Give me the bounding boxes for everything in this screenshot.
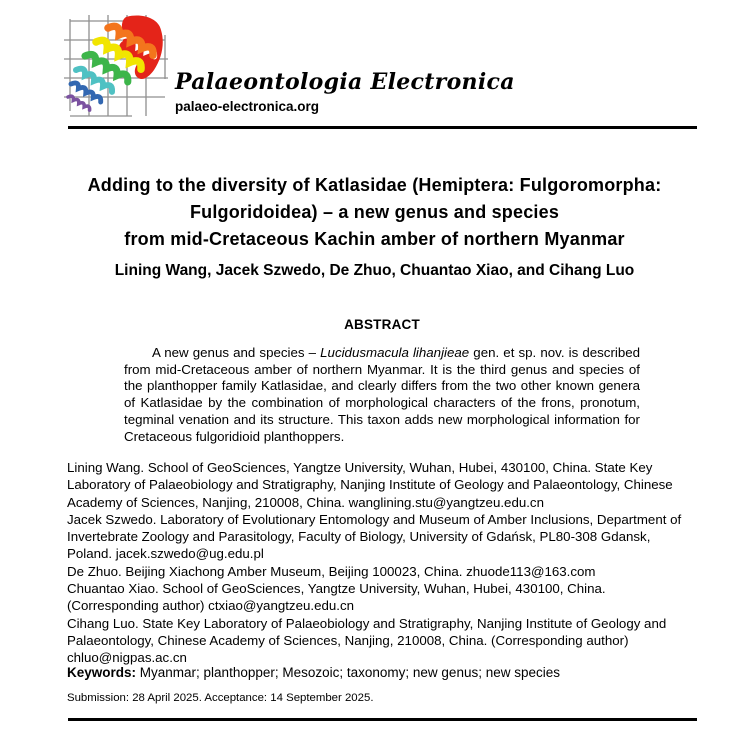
affiliation-entry: Cihang Luo. State Key Laboratory of Palaeobiology and Stratigraphy, Nanjing Institute of Geology and Palaeontology, Chinese Academy of Sciences, Nanjing, 210008, China. (Corresponding author) chluo@nigpas.ac.cn xyxy=(67,615,667,666)
header-rule xyxy=(68,126,697,129)
abstract-lead: A new genus and species – xyxy=(152,345,321,360)
affiliation-entry: Jacek Szwedo. Laboratory of Evolutionary Entomology and Museum of Amber Inclusions, Department of Invertebrate Zoology and Parasitology, Faculty of Biology, University of Gdańsk, PL80-308 Gdansk, Poland. jacek.szwedo@ug.edu.pl xyxy=(67,511,682,562)
logo-purple-wave xyxy=(68,92,91,113)
journal-name: Palaeontologia Electronica xyxy=(175,69,515,95)
affiliations-block xyxy=(67,459,697,667)
taxon-name: Lucidusmacula lihanjieae xyxy=(320,345,470,360)
journal-logo-icon xyxy=(62,13,168,119)
authors-line: Lining Wang, Jacek Szwedo, De Zhuo, Chuantao Xiao, and Cihang Luo xyxy=(114,262,635,279)
abstract-rest: gen. et sp. nov. is described from mid-Cretaceous amber of northern Myanmar. It is the third genus and species of the planthopper family Katlasidae, and clearly differs from the two other known genera of Katlasidae by the combination of morphological characters of the frons, pronotum, tegminal venation and its structure. This taxon adds new morphological information for Cretaceous fulgoridioid planthoppers. xyxy=(124,345,641,444)
footer-rule xyxy=(68,718,697,721)
title-line-1: Adding to the diversity of Katlasidae (Hemiptera: Fulgoromorpha: xyxy=(87,175,662,195)
title-line-3: from mid-Cretaceous Kachin amber of northern Myanmar xyxy=(124,229,625,249)
title-line-2: Fulgoridoidea) – a new genus and species xyxy=(189,202,560,222)
article-title xyxy=(60,172,689,253)
keywords-line xyxy=(67,664,697,681)
affiliation-entry: Lining Wang. School of GeoSciences, Yangtze University, Wuhan, Hubei, 430100, China. State Key Laboratory of Palaeobiology and Stratigraphy, Nanjing Institute of Geology and Palaeontology, Chinese Academy of Sciences, Nanjing, 210008, China. wanglining.stu@yangtzeu.edu.cn xyxy=(67,460,673,510)
journal-website: palaeo-electronica.org xyxy=(175,99,320,114)
journal-brand xyxy=(175,70,515,114)
keywords-label: Keywords: xyxy=(67,665,137,680)
affiliation-entry: De Zhuo. Beijing Xiachong Amber Museum, Beijing 100023, China. zhuode113@163.com xyxy=(67,563,596,579)
affiliation-entry: Chuantao Xiao. School of GeoSciences, Yangtze University, Wuhan, Hubei, 430100, China. (Corresponding author) ctxiao@yangtzeu.edu.cn xyxy=(67,581,606,614)
submission-line: Submission: 28 April 2025. Acceptance: 14 September 2025. xyxy=(67,692,374,704)
abstract-paragraph xyxy=(124,345,640,445)
abstract-heading: ABSTRACT xyxy=(344,317,420,332)
keywords-text: Myanmar; planthopper; Mesozoic; taxonomy; new genus; new species xyxy=(136,665,560,680)
